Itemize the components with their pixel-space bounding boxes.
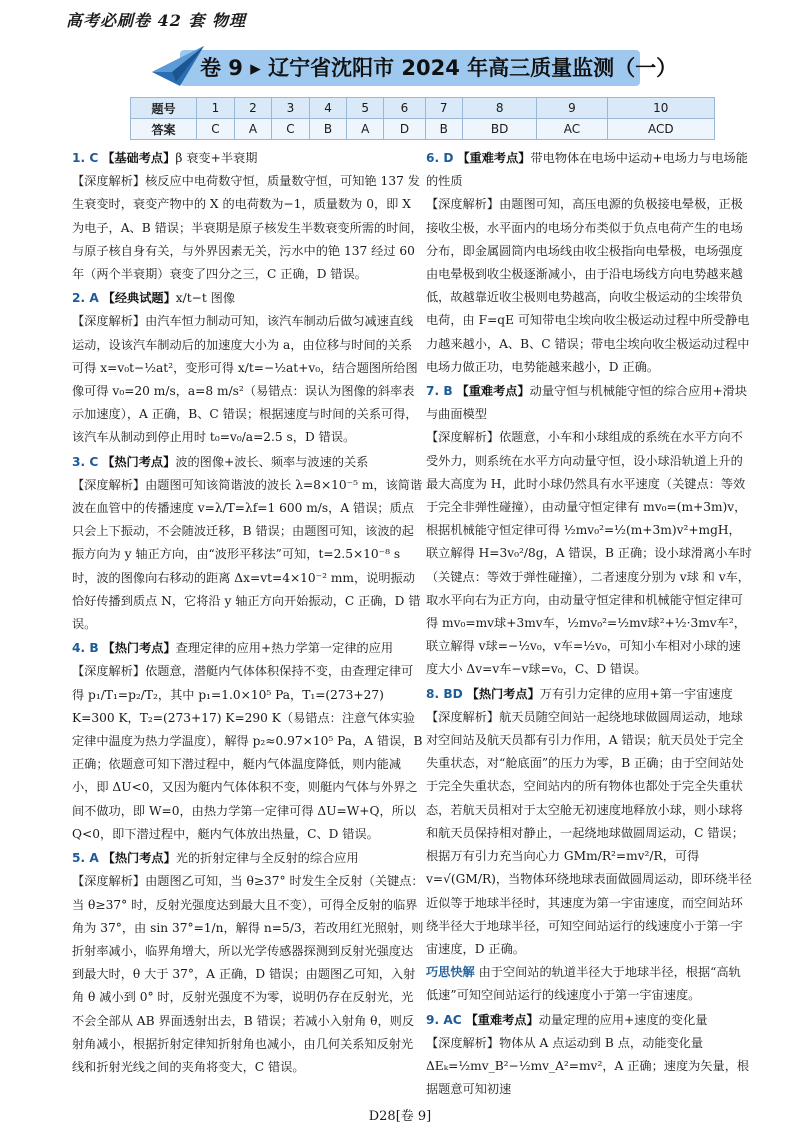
answer-table-answer-row bbox=[131, 119, 715, 140]
topic: 万有引力定律的应用+第一宇宙速度 bbox=[539, 686, 733, 701]
question-number: 3 bbox=[272, 98, 310, 119]
solution-2 bbox=[72, 287, 424, 449]
solution-number: 2. A bbox=[72, 291, 99, 306]
solution-number: 8. BD bbox=[426, 686, 463, 701]
answer-cell: AC bbox=[537, 119, 607, 140]
topic: 光的折射定律与全反射的综合应用 bbox=[175, 851, 359, 866]
solution-body: 【深度解析】航天员随空间站一起绕地球做圆周运动，地球对空间站及航天员都有引力作用，A 错误；航天员处于完全失重状态，对“舱底面”的压力为零，B 正确；由于空间站处于完全失重状态，空间站内的所有物体也都处于完全失重状态，若航天员相对于太空舱无初速度地释放小球，则小球将和航天员保持相对静止，一起绕地球做圆周运动，C 错误；根据万有引力充当向心力 GMm/R²=mv²/R，可得 v=√(GM/R)，当物体环绕地球表面做圆周运动，即环绕半径近似等于地球半径时，其速度为第一宇宙速度，而空间站环绕半径大于地球半径，可知空间站运行的线速度小于第一宇宙速度，D 正确。 bbox=[426, 709, 752, 956]
tag: 【经典试题】 bbox=[102, 291, 176, 306]
topic: 查理定律的应用+热力学第一定律的应用 bbox=[175, 641, 394, 656]
topic: x/t−t 图像 bbox=[175, 291, 236, 306]
solution-number: 9. AC bbox=[426, 1012, 462, 1027]
topic: 波的图像+波长、频率与波速的关系 bbox=[175, 454, 369, 469]
tag: 【基础考点】 bbox=[102, 151, 176, 165]
topic: 带电物体在电场中运动+电场力与电场能的性质 bbox=[426, 151, 748, 189]
quick-tip-label: 巧思快解 bbox=[426, 965, 475, 980]
topic: 动量定理的应用+速度的变化量 bbox=[538, 1012, 708, 1027]
solution-5 bbox=[72, 847, 424, 1079]
question-number: 4 bbox=[309, 98, 346, 119]
answer-cell: BD bbox=[462, 119, 537, 140]
solution-4 bbox=[72, 637, 424, 846]
tag: 【热门考点】 bbox=[102, 454, 176, 469]
question-number: 6 bbox=[384, 98, 425, 119]
answer-cell: D bbox=[384, 119, 425, 140]
answer-cell: C bbox=[272, 119, 310, 140]
solution-number: 3. C bbox=[72, 454, 99, 469]
tag: 【重难考点】 bbox=[465, 1012, 539, 1027]
tag: 【热门考点】 bbox=[102, 641, 176, 656]
solution-body: 【深度解析】核反应中电荷数守恒，质量数守恒，可知铯 137 发生衰变时，衰变产物中的 X 的电荷数为−1，质量数为 0，即 X 为电子，A、B 错误；半衰期是原子核发生半数衰变所需的时间，与原子核自身有关，与外界因素无关，污水中的铯 137 经过 60 年（两个半衰期）衰变了四分之三，C 正确，D 错误。 bbox=[72, 174, 423, 282]
solution-body: 【深度解析】由题图乙可知，当 θ≥37° 时发生全反射（关键点：当 θ≥37° 时，反射光强度达到最大且不变），可得全反射的临界角为 37°，由 sin 37°=1/n，解得 n=5/3，若改用红光照射，则折射率减小，临界角增大，所以光学传感器探测到反射光强度达到最大时，θ 大于 37°，A 正确，D 错误；由题图乙可知，入射角 θ 减小到 0° 时，反射光强度不为零，说明仍存在反射光，光不会全部从 AB 界面透射出去，B 错误；若减小入射角 θ，则反射角减小，根据折射定律知折射角也减小，由几何关系知反射光线和折射光线之间的夹角将变大，C 错误。 bbox=[72, 874, 424, 1074]
question-number: 5 bbox=[347, 98, 384, 119]
solution-7 bbox=[426, 380, 752, 682]
question-number: 8 bbox=[462, 98, 537, 119]
paper-plane-icon bbox=[150, 42, 206, 90]
topic: 动量守恒与机械能守恒的综合应用+滑块与曲面模型 bbox=[426, 384, 748, 422]
answer-table-number-row bbox=[131, 98, 715, 119]
tag: 【热门考点】 bbox=[102, 851, 176, 866]
answer-cell: A bbox=[347, 119, 384, 140]
solution-1 bbox=[72, 147, 424, 286]
solution-body: 【深度解析】依题意，小车和小球组成的系统在水平方向不受外力，则系统在水平方向动量守恒，设小球沿轨道上升的最大高度为 H，此时小球仍然具有水平速度（关键点：等效于完全非弹性碰撞），由动量守恒定律有 mv₀=(m+3m)v，根据机械能守恒定律可得 ½mv₀²=½(m+3m)v²+mgH，联立解得 H=3v₀²/8g，A 错误，B 正确；设小球滑离小车时（关键点：等效于弹性碰撞），二者速度分别为 v球 和 v车，取水平向右为正方向，由动量守恒定律和机械能守恒定律可得 mv₀=mv球+3mv车，½mv₀²=½mv球²+½·3mv车²，联立解得 v球=−½v₀，v车=½v₀，可知小车相对小球的速度大小 Δv=v车−v球=v₀，C、D 错误。 bbox=[426, 430, 752, 677]
solution-number: 6. D bbox=[426, 151, 454, 165]
tag: 【重难考点】 bbox=[457, 151, 531, 165]
solution-8 bbox=[426, 683, 752, 1008]
solution-9 bbox=[426, 1009, 752, 1102]
question-number: 1 bbox=[197, 98, 235, 119]
solution-body: 【深度解析】依题意，潜艇内气体体积保持不变，由查理定律可得 p₁/T₁=p₂/T₂，其中 p₁=1.0×10⁵ Pa，T₁=(273+27) K=300 K，T₂=(273+17) K=290 K（易错点：注意气体实验定律中温度为热力学温度），解得 p₂≈0.97×10⁵ Pa，A 错误，B 正确；依题意可知下潜过程中，艇内气体温度降低，则内能减小，即 ΔU<0，又因为艇内气体体积不变，则艇内气体与外界之间不做功，即 W=0，由热力学第一定律可得 ΔU=W+Q，所以 Q<0，即下潜过程中，艇内气体放出热量，C、D 错误。 bbox=[72, 664, 423, 841]
page-number: D28[卷 9] bbox=[368, 1109, 432, 1124]
solution-number: 7. B bbox=[426, 384, 453, 399]
solution-6 bbox=[426, 147, 752, 379]
label-answer: 答案 bbox=[131, 119, 197, 140]
solution-body: 【深度解析】由题图可知，高压电源的负极接电晕极，正极接收尘极，水平面内的电场分布类似于负点电荷产生的电场分布，即金属圆筒内电场线由收尘极指向电晕极，电场强度由电晕极到收尘极逐渐减小，由于沿电场线方向电势越来越低，故越靠近收尘极则电势越高，向收尘极运动的尘埃带负电荷，由 F=qE 可知带电尘埃向收尘极运动过程中所受静电力越来越小，A、B、C 错误；带电尘埃向收尘极运动过程中电场力做正功，电势能越来越小，D 正确。 bbox=[426, 197, 750, 374]
answer-cell: C bbox=[197, 119, 235, 140]
question-number: 7 bbox=[425, 98, 462, 119]
question-number: 2 bbox=[234, 98, 271, 119]
question-number: 9 bbox=[537, 98, 607, 119]
answer-cell: A bbox=[234, 119, 271, 140]
right-column bbox=[426, 147, 752, 1115]
solution-3 bbox=[72, 451, 424, 637]
quick-tip-text: 由于空间站的轨道半径大于地球半径，根据“高轨低速”可知空间站运行的线速度小于第一宇宙速度。 bbox=[426, 965, 741, 1003]
question-number: 10 bbox=[607, 98, 714, 119]
quick-tip bbox=[426, 961, 752, 1007]
topic: β 衰变+半衰期 bbox=[175, 151, 258, 165]
solution-number: 1. C bbox=[72, 151, 99, 165]
solution-body: 【深度解析】由汽车恒力制动可知，该汽车制动后做匀减速直线运动，设该汽车制动后的加速度大小为 a，由位移与时间的关系可得 x=v₀t−½at²，变形可得 x/t=−½at+v₀，结合题图所给图像可得 v₀=20 m/s，a=8 m/s²（易错点：误认为图像的斜率表示加速度），A 正确，B、C 错误；根据速度与时间的关系可得，该汽车从制动到停止用时 t₀=v₀/a=2.5 s，D 错误。 bbox=[72, 314, 418, 445]
paper-title: 卷 9 ▸ 辽宁省沈阳市 2024 年高三质量监测（一） bbox=[200, 56, 678, 80]
label-question-number: 题号 bbox=[131, 98, 197, 119]
solution-number: 4. B bbox=[72, 641, 99, 656]
answer-table bbox=[130, 97, 715, 140]
tag: 【热门考点】 bbox=[466, 686, 540, 701]
solution-number: 5. A bbox=[72, 851, 99, 866]
left-column bbox=[72, 147, 424, 1115]
solution-body: 【深度解析】由题图可知该简谐波的波长 λ=8×10⁻⁵ m，该简谐波在血管中的传播速度 v=λ/T=λf=1 600 m/s，A 错误；质点只会上下振动，不会随波迁移，B 错误；由题图可知，该波的起振方向为 y 轴正方向，由“波形平移法”可知，t=2.5×10⁻⁸ s 时，波的图像向右移动的距离 Δx=vt=4×10⁻² mm，说明振动恰好传播到质点 N，它将沿 y 轴正方向开始振动，C 正确，D 错误。 bbox=[72, 477, 423, 632]
running-header: 高考必刷卷 42 套 物理 bbox=[66, 11, 246, 30]
answer-cell: B bbox=[425, 119, 462, 140]
solution-body: 【深度解析】物体从 A 点运动到 B 点，动能变化量 ΔEₖ=½mv_B²−½mv_A²=mv²，A 正确；速度为矢量，根据题意可知初速 bbox=[426, 1035, 750, 1097]
answer-cell: ACD bbox=[607, 119, 714, 140]
answer-cell: B bbox=[309, 119, 346, 140]
tag: 【重难考点】 bbox=[456, 384, 530, 399]
